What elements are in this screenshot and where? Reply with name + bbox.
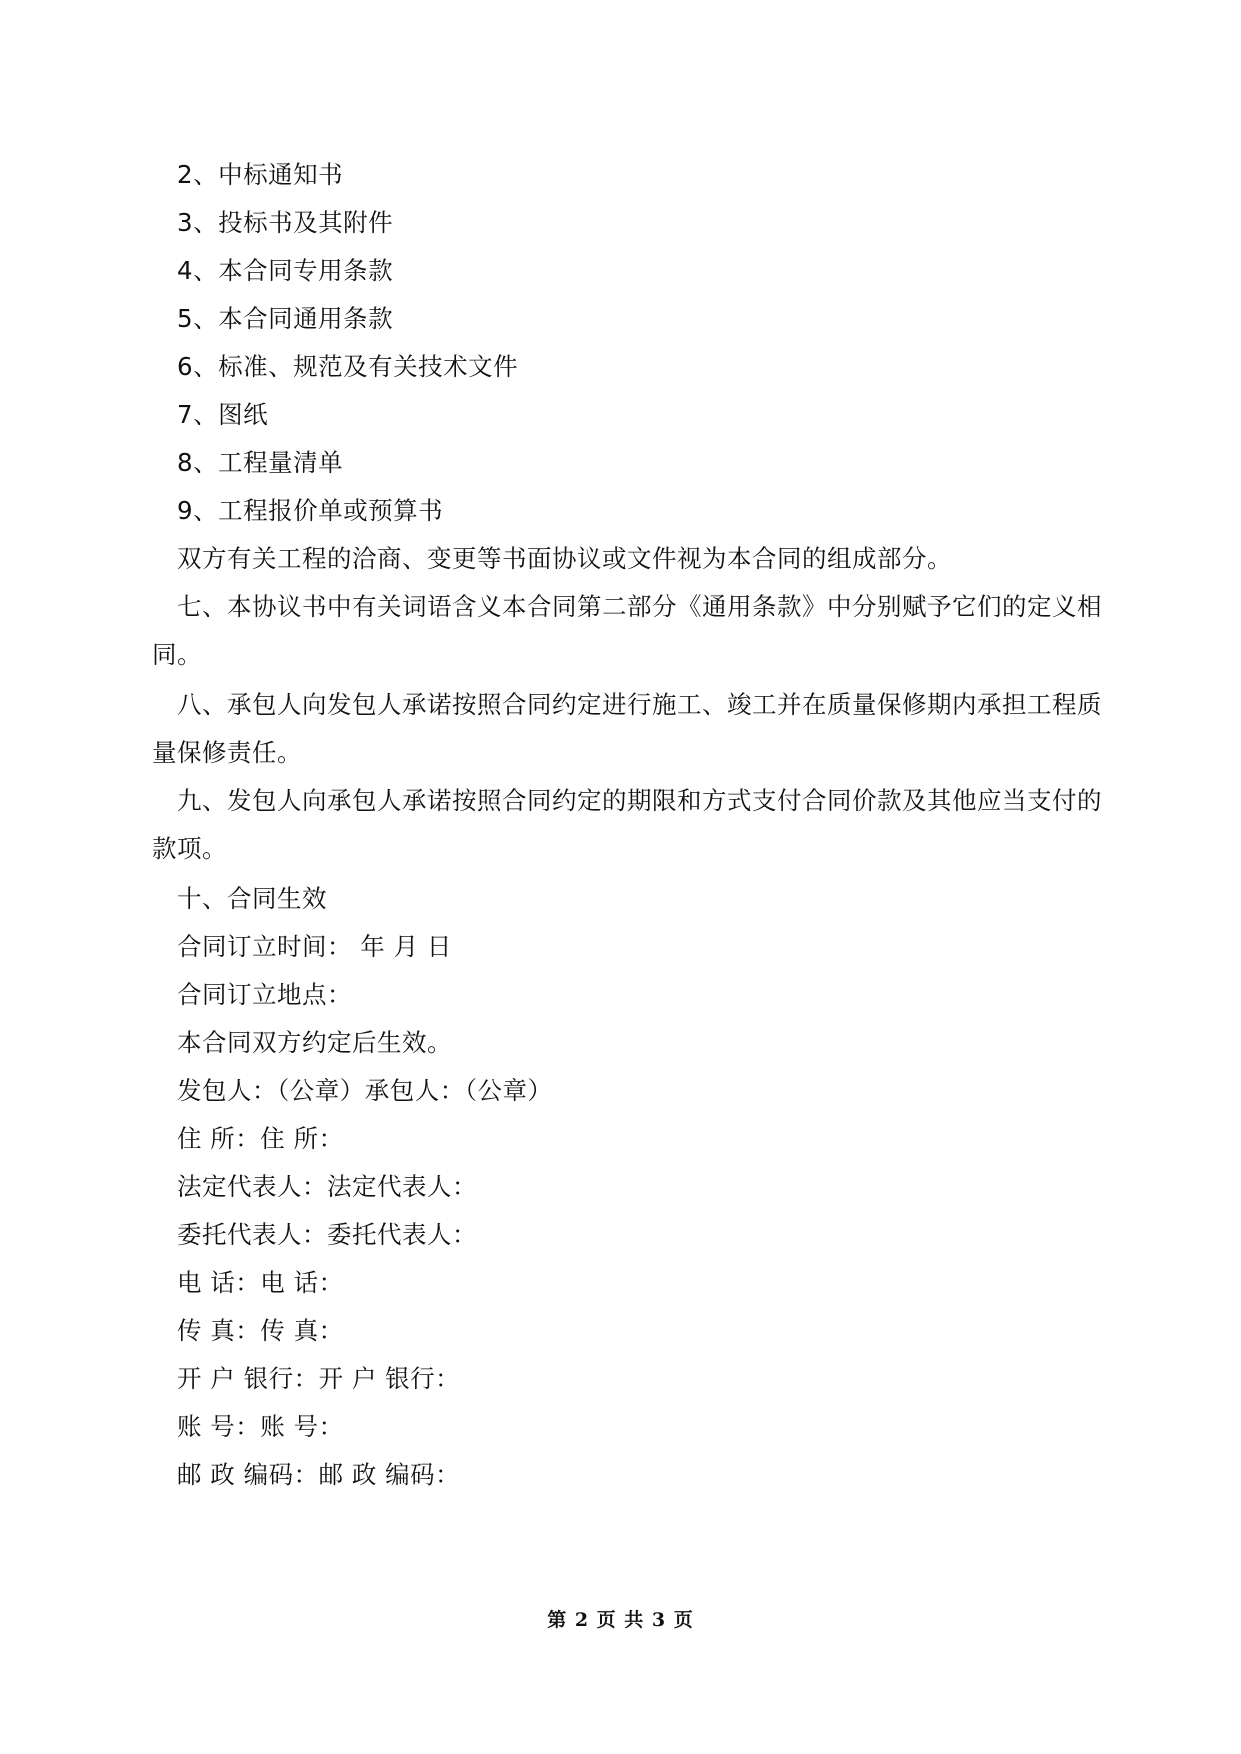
- list-item-5: 5、本合同通用条款: [177, 304, 394, 333]
- party-account: 账 号：账 号：: [177, 1412, 344, 1441]
- party-fax: 传 真：传 真：: [177, 1316, 344, 1345]
- legal-representative: 法定代表人：法定代表人：: [177, 1172, 477, 1201]
- paragraph-composition: 双方有关工程的洽商、变更等书面协议或文件视为本合同的组成部分。: [177, 544, 952, 573]
- signing-date: 合同订立时间： 年 月 日: [177, 932, 452, 961]
- page-footer: 第 2 页 共 3 页: [547, 1609, 694, 1631]
- party-phone: 电 话：电 话：: [177, 1268, 344, 1297]
- clause-7-line-2: 同。: [152, 640, 202, 669]
- signing-place: 合同订立地点：: [177, 980, 352, 1009]
- clause-9-line-1: 九、发包人向承包人承诺按照合同约定的期限和方式支付合同价款及其他应当支付的: [177, 786, 1102, 815]
- clause-7-line-1: 七、本协议书中有关词语含义本合同第二部分《通用条款》中分别赋予它们的定义相: [177, 592, 1102, 621]
- clause-9-line-2: 款项。: [152, 834, 227, 863]
- party-postcode: 邮 政 编码：邮 政 编码：: [177, 1460, 461, 1489]
- party-bank: 开 户 银行：开 户 银行：: [177, 1364, 461, 1393]
- list-item-6: 6、标准、规范及有关技术文件: [177, 352, 519, 381]
- clause-10-heading: 十、合同生效: [177, 884, 327, 913]
- clause-8-line-1: 八、承包人向发包人承诺按照合同约定进行施工、竣工并在质量保修期内承担工程质: [177, 690, 1102, 719]
- list-item-9: 9、工程报价单或预算书: [177, 496, 444, 525]
- list-item-2: 2、中标通知书: [177, 160, 344, 189]
- list-item-7: 7、图纸: [177, 400, 269, 429]
- party-address: 住 所：住 所：: [177, 1124, 344, 1153]
- party-seals: 发包人：（公章）承包人：（公章）: [177, 1076, 553, 1105]
- clause-8-line-2: 量保修责任。: [152, 738, 302, 767]
- list-item-8: 8、工程量清单: [177, 448, 344, 477]
- effective-statement: 本合同双方约定后生效。: [177, 1028, 452, 1057]
- list-item-4: 4、本合同专用条款: [177, 256, 394, 285]
- authorized-representative: 委托代表人：委托代表人：: [177, 1220, 477, 1249]
- list-item-3: 3、投标书及其附件: [177, 208, 394, 237]
